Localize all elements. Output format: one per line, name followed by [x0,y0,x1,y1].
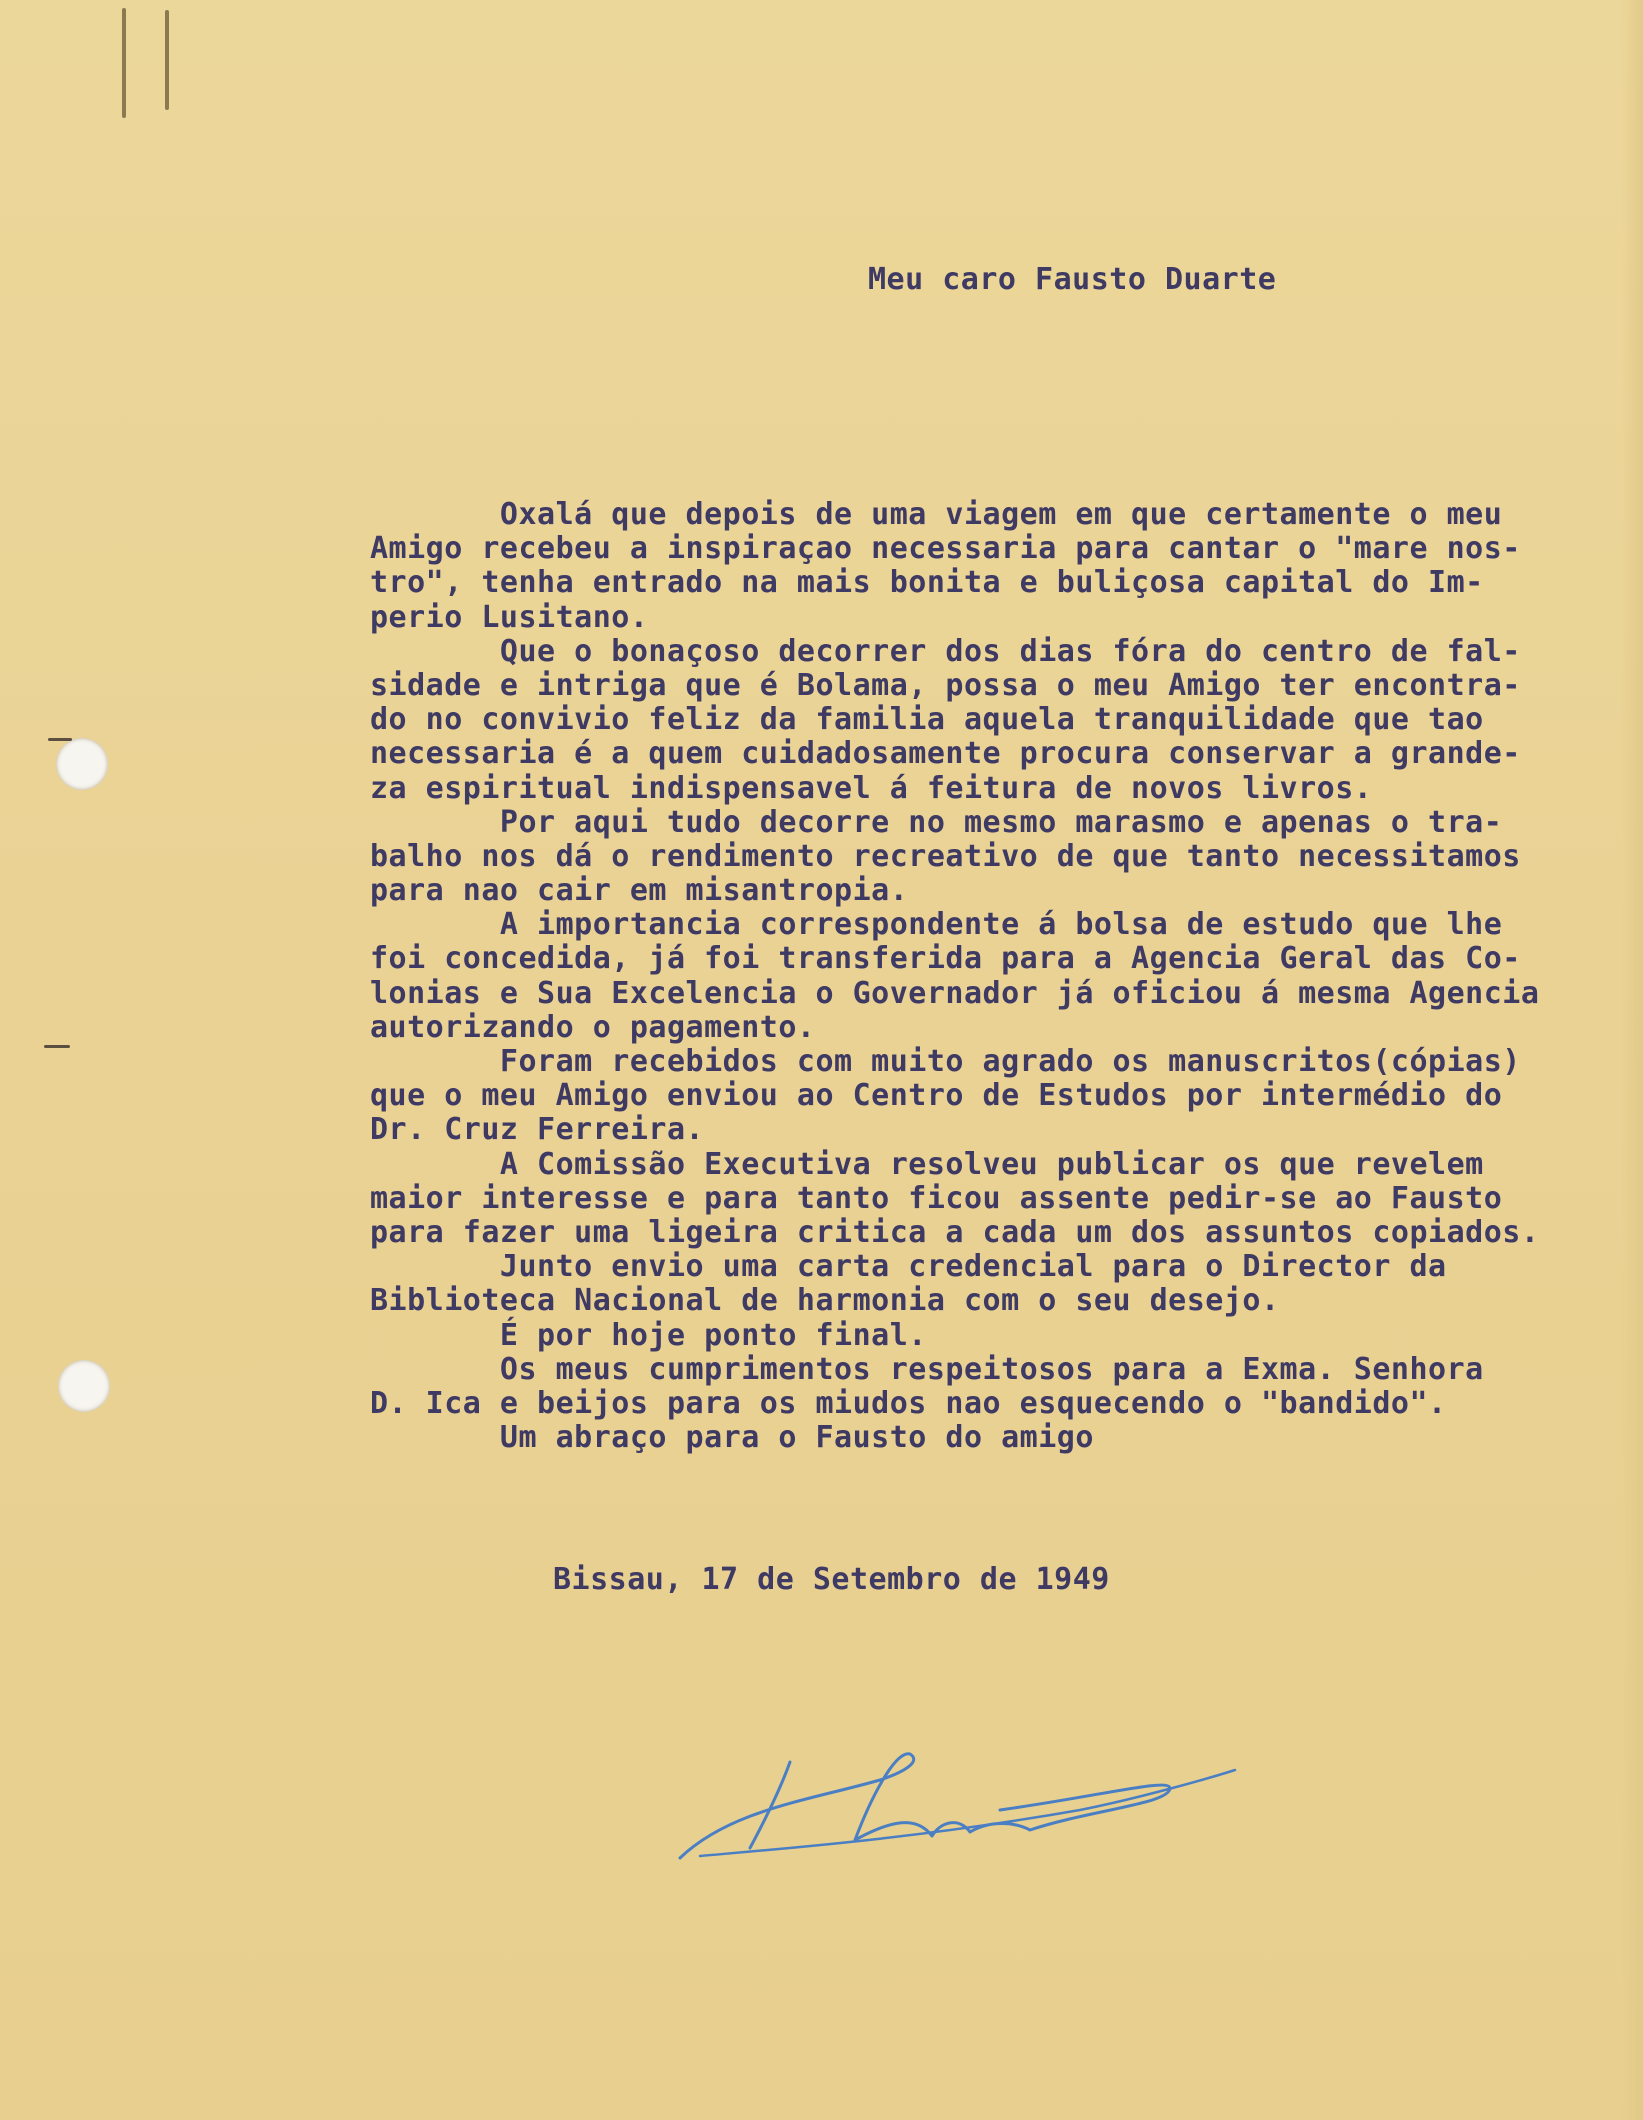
letter-line: Os meus cumprimentos respeitosos para a Exma. Senhora [370,1351,1484,1387]
letter-line: Dr. Cruz Ferreira. [370,1112,705,1148]
letter-line: para fazer uma ligeira critica a cada um dos assuntos copiados. [370,1214,1540,1250]
letter-line: Por aqui tudo decorre no mesmo marasmo e apenas o tra- [370,804,1503,840]
letter-line: foi concedida, já foi transferida para a Agencia Geral das Co- [370,941,1521,977]
letter-line: Um abraço para o Fausto do amigo [370,1420,1094,1456]
punch-hole-mark [44,1045,70,1048]
punch-hole-mark [48,738,72,741]
letter-line: tro", tenha entrado na mais bonita e buliçosa capital do Im- [370,565,1484,601]
letter-line: que o meu Amigo enviou ao Centro de Estudos por intermédio do [370,1078,1503,1114]
letter-line: A importancia correspondente á bolsa de estudo que lhe [370,907,1503,943]
letter-line: maior interesse e para tanto ficou assente pedir-se ao Fausto [370,1180,1503,1216]
letter-line: Foram recebidos com muito agrado os manuscritos(cópias) [370,1044,1521,1079]
place-date: Bissau, 17 de Setembro de 1949 [553,1562,1110,1597]
staple-mark [122,8,126,118]
handwritten-signature [670,1740,1270,1870]
letter-line: perio Lusitano. [370,599,649,635]
letter-line: Biblioteca Nacional de harmonia com o seu desejo. [370,1283,1280,1319]
punch-hole [56,738,108,790]
staple-mark [165,10,169,110]
letter-line: sidade e intriga que é Bolama, possa o meu Amigo ter encontra- [370,667,1521,703]
letter-line: balho nos dá o rendimento recreativo de que tanto necessitamos [370,838,1521,874]
letter-line: autorizando o pagamento. [370,1009,816,1045]
letter-line: É por hoje ponto final. [370,1317,927,1353]
letter-body [370,498,1625,1455]
salutation: Meu caro Fausto Duarte [868,262,1277,297]
letter-line: Oxalá que depois de uma viagem em que certamente o meu [370,497,1503,532]
punch-hole [58,1360,110,1412]
letter-line: Amigo recebeu a inspiraçao necessaria para cantar o "mare nos- [370,531,1521,567]
letter-line: za espiritual indispensavel á feitura de novos livros. [370,770,1373,806]
letter-line: necessaria é a quem cuidadosamente procura conservar a grande- [370,736,1521,772]
letter-line: Junto envio uma carta credencial para o Director da [370,1249,1447,1285]
letter-line: para nao cair em misantropia. [370,873,909,909]
letter-line: Que o bonaçoso decorrer dos dias fóra do centro de fal- [370,633,1521,669]
letter-line: lonias e Sua Excelencia o Governador já oficiou á mesma Agencia [370,975,1540,1011]
letter-line: A Comissão Executiva resolveu publicar os que revelem [370,1146,1484,1182]
letter-line: D. Ica e beijos para os miudos nao esquecendo o "bandido". [370,1385,1447,1421]
letter-line: do no convivio feliz da familia aquela tranquilidade que tao [370,702,1484,738]
